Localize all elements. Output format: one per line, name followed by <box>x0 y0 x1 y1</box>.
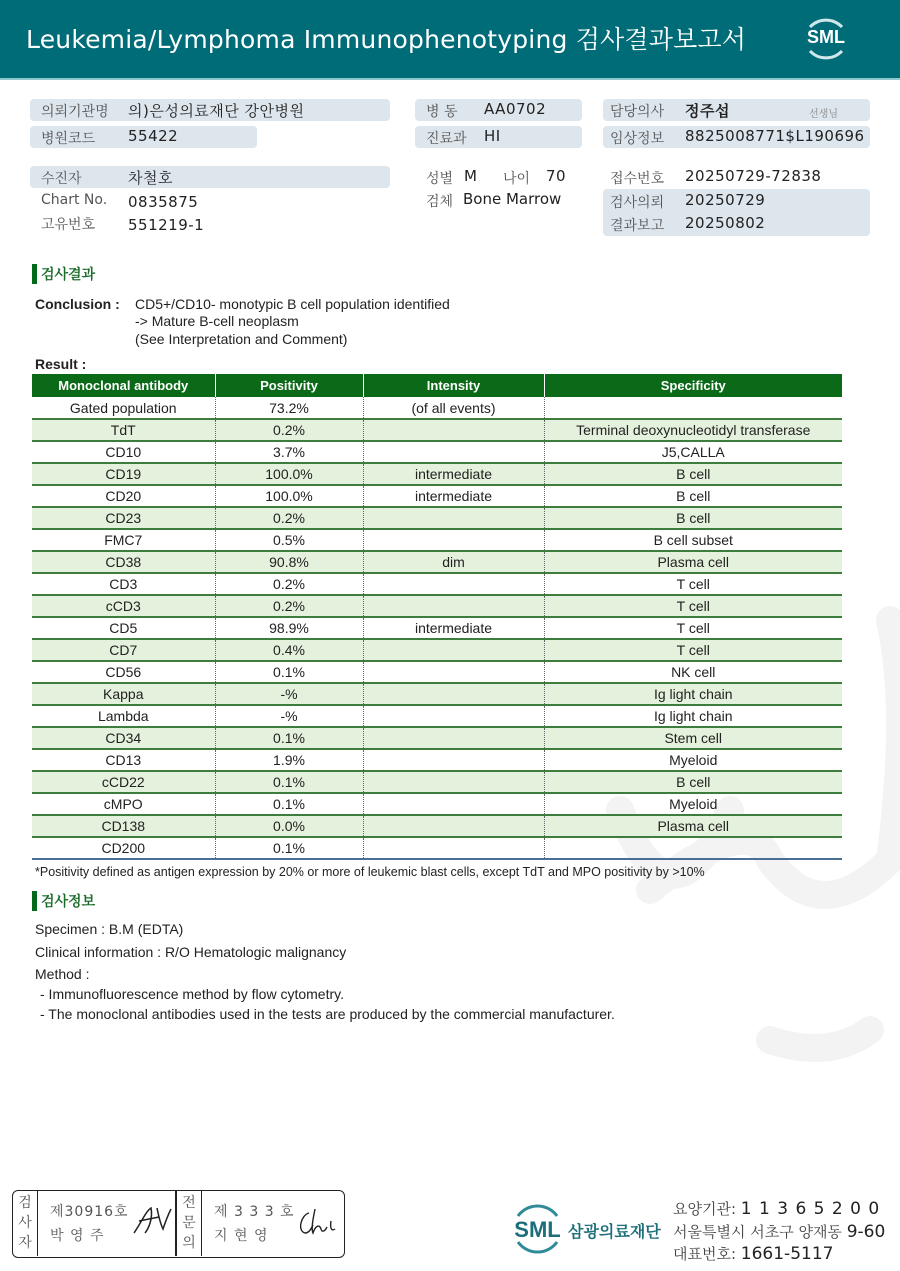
table-row <box>32 529 842 551</box>
report-label: 결과보고 <box>610 218 665 234</box>
intensity-cell: dim <box>363 551 544 573</box>
intensity-cell <box>363 661 544 683</box>
table-row <box>32 705 842 727</box>
intensity-cell: intermediate <box>363 617 544 639</box>
specialist-name: 지 현 영 <box>214 1228 269 1244</box>
ward-label: 병 동 <box>426 104 458 120</box>
results-section-title: 검사결과 <box>41 267 96 283</box>
hospital-code-label: 병원코드 <box>41 131 96 147</box>
intensity-cell <box>363 683 544 705</box>
specimen-info: Specimen : B.M (EDTA) <box>35 921 184 937</box>
antibody-cell: cCD22 <box>32 771 215 793</box>
footer-logo-text: SML <box>514 1217 561 1242</box>
patient-label: 수진자 <box>41 171 82 187</box>
specialist-label-char: 전 <box>182 1195 196 1211</box>
intensity-cell <box>363 639 544 661</box>
specificity-cell: Plasma cell <box>544 815 842 837</box>
tester-label-char: 사 <box>18 1215 32 1231</box>
positivity-cell: 0.1% <box>215 837 363 859</box>
patient-row <box>30 166 390 188</box>
intensity-cell <box>363 573 544 595</box>
tester-license: 제30916호 <box>50 1204 129 1220</box>
specialist-label <box>177 1191 202 1256</box>
positivity-cell: 0.4% <box>215 639 363 661</box>
antibody-cell: CD138 <box>32 815 215 837</box>
clinical-info: Clinical information : R/O Hematologic malignancy <box>35 944 347 960</box>
positivity-cell: 0.2% <box>215 507 363 529</box>
specimen-value: Bone Marrow <box>463 190 562 208</box>
positivity-cell: 1.9% <box>215 749 363 771</box>
ward-value: AA0702 <box>484 100 547 118</box>
specificity-cell: Myeloid <box>544 793 842 815</box>
table-row <box>32 815 842 837</box>
institution-label: 의뢰기관명 <box>41 104 109 120</box>
department-value: HI <box>484 127 501 145</box>
antibody-cell: Kappa <box>32 683 215 705</box>
intensity-cell <box>363 815 544 837</box>
table-row <box>32 573 842 595</box>
specificity-cell: T cell <box>544 595 842 617</box>
antibody-cell: CD5 <box>32 617 215 639</box>
intensity-cell <box>363 529 544 551</box>
footer-phone-value: 1661-5117 <box>740 1244 834 1264</box>
report-value: 20250802 <box>685 214 766 232</box>
specificity-cell: B cell subset <box>544 529 842 551</box>
clinical-info-label: 임상정보 <box>610 131 665 147</box>
column-header-positivity: Positivity <box>215 374 363 397</box>
receipt-value: 20250729-72838 <box>685 167 822 185</box>
unique-label: 고유번호 <box>41 217 96 233</box>
specificity-cell: T cell <box>544 617 842 639</box>
doctor-label: 담당의사 <box>610 104 665 120</box>
report-title: Leukemia/Lymphoma Immunophenotyping 검사결과보고서 <box>26 25 747 54</box>
positivity-cell: 0.2% <box>215 595 363 617</box>
age-label: 나이 <box>503 171 531 187</box>
positivity-cell: 98.9% <box>215 617 363 639</box>
positivity-cell: 0.1% <box>215 793 363 815</box>
footer-address-number: 9-60 <box>846 1222 886 1242</box>
chart-label: Chart No. <box>41 192 108 208</box>
positivity-cell: 0.1% <box>215 727 363 749</box>
table-row <box>32 441 842 463</box>
result-label: Result : <box>35 356 87 372</box>
footer-phone-line <box>673 1243 833 1264</box>
table-row <box>32 617 842 639</box>
tester-signature-icon <box>131 1203 176 1238</box>
positivity-cell: -% <box>215 683 363 705</box>
antibody-cell: CD23 <box>32 507 215 529</box>
specificity-cell: Terminal deoxynucleotidyl transferase <box>544 419 842 441</box>
report-header <box>0 0 900 78</box>
table-row <box>32 727 842 749</box>
table-row <box>32 683 842 705</box>
table-row <box>32 419 842 441</box>
header-divider <box>0 78 900 80</box>
intensity-cell <box>363 705 544 727</box>
request-label: 검사의뢰 <box>610 195 665 211</box>
specificity-cell: T cell <box>544 573 842 595</box>
table-row <box>32 397 842 419</box>
method-line: - The monoclonal antibodies used in the tests are produced by the commercial manufacturer. <box>40 1006 615 1022</box>
intensity-cell <box>363 507 544 529</box>
sex-value: M <box>464 167 478 185</box>
positivity-cell: 3.7% <box>215 441 363 463</box>
antibody-cell: CD19 <box>32 463 215 485</box>
antibody-cell: CD200 <box>32 837 215 859</box>
antibody-cell: FMC7 <box>32 529 215 551</box>
patient-value: 차철호 <box>128 169 173 187</box>
antibody-cell: CD13 <box>32 749 215 771</box>
positivity-cell: 0.1% <box>215 771 363 793</box>
positivity-cell: 100.0% <box>215 485 363 507</box>
method-line: - Immunofluorescence method by flow cytometry. <box>40 986 344 1002</box>
specificity-cell: NK cell <box>544 661 842 683</box>
table-row <box>32 793 842 815</box>
conclusion-label: Conclusion : <box>35 296 120 312</box>
doctor-value: 정주섭 <box>685 102 730 120</box>
intensity-cell <box>363 837 544 859</box>
antibody-cell: Lambda <box>32 705 215 727</box>
specificity-cell <box>544 397 842 419</box>
tester-label-char: 자 <box>18 1235 32 1251</box>
column-header-intensity: Intensity <box>363 374 544 397</box>
footer-code-value: 1 1 3 6 5 2 0 0 <box>740 1199 881 1219</box>
footer-address: 서울특별시 서초구 양재동 <box>673 1223 842 1241</box>
column-header-specificity: Specificity <box>544 374 842 397</box>
table-row <box>32 837 842 859</box>
antibody-cell: TdT <box>32 419 215 441</box>
intensity-cell <box>363 727 544 749</box>
positivity-cell: 0.5% <box>215 529 363 551</box>
table-row <box>32 639 842 661</box>
table-row <box>32 551 842 573</box>
receipt-label: 접수번호 <box>610 171 665 187</box>
conclusion-line: (See Interpretation and Comment) <box>135 331 348 347</box>
footer-logo <box>510 1200 565 1256</box>
footer-code-label: 요양기관: <box>673 1200 737 1218</box>
unique-value: 551219-1 <box>128 216 205 234</box>
clinical-info-value: 8825008771$L190696 <box>685 127 865 145</box>
sex-label: 성별 <box>426 171 454 187</box>
antibody-cell: CD34 <box>32 727 215 749</box>
positivity-cell: 0.0% <box>215 815 363 837</box>
intensity-cell <box>363 595 544 617</box>
specimen-label: 검체 <box>426 194 454 210</box>
antibody-cell: CD56 <box>32 661 215 683</box>
specificity-cell: Ig light chain <box>544 705 842 727</box>
positivity-cell: 100.0% <box>215 463 363 485</box>
specificity-cell: B cell <box>544 507 842 529</box>
antibody-cell: CD20 <box>32 485 215 507</box>
positivity-cell: 0.2% <box>215 573 363 595</box>
tester-label-char: 검 <box>18 1195 32 1211</box>
positivity-footnote: *Positivity defined as antigen expression by 20% or more of leukemic blast cells, except TdT and MPO positivity by >10% <box>35 865 705 879</box>
table-row <box>32 507 842 529</box>
hospital-code-value: 55422 <box>128 127 179 145</box>
tester-name: 박 영 주 <box>50 1228 105 1244</box>
intensity-cell <box>363 749 544 771</box>
sml-logo <box>800 13 852 65</box>
intensity-cell <box>363 441 544 463</box>
section-accent-bar <box>32 891 37 911</box>
conclusion-line: CD5+/CD10- monotypic B cell population identified <box>135 296 450 312</box>
specificity-cell: T cell <box>544 639 842 661</box>
specificity-cell: B cell <box>544 463 842 485</box>
positivity-cell: -% <box>215 705 363 727</box>
footer-phone-label: 대표번호: <box>673 1245 737 1263</box>
antibody-cell: CD3 <box>32 573 215 595</box>
antibody-cell: Gated population <box>32 397 215 419</box>
positivity-cell: 90.8% <box>215 551 363 573</box>
footer-address-line <box>673 1221 885 1242</box>
institution-value: 의)은성의료재단 강안병원 <box>128 102 305 120</box>
age-value: 70 <box>546 167 567 185</box>
test-info-section-title: 검사정보 <box>41 894 96 910</box>
chart-value: 0835875 <box>128 193 199 211</box>
tester-label <box>13 1191 38 1256</box>
antibody-cell: CD7 <box>32 639 215 661</box>
section-accent-bar <box>32 264 37 284</box>
positivity-cell: 0.1% <box>215 661 363 683</box>
antibody-cell: CD10 <box>32 441 215 463</box>
request-value: 20250729 <box>685 191 766 209</box>
department-label: 진료과 <box>426 131 467 147</box>
method-label: Method : <box>35 966 90 982</box>
table-row <box>32 485 842 507</box>
specificity-cell <box>544 837 842 859</box>
sml-logo-text: SML <box>807 27 845 47</box>
table-row <box>32 771 842 793</box>
table-row <box>32 595 842 617</box>
doctor-suffix: 선생님 <box>809 109 838 120</box>
antibody-cell: cCD3 <box>32 595 215 617</box>
positivity-cell: 0.2% <box>215 419 363 441</box>
table-row <box>32 749 842 771</box>
footer-code-line <box>673 1198 880 1219</box>
intensity-cell <box>363 793 544 815</box>
specialist-label-char: 문 <box>182 1215 196 1231</box>
table-row <box>32 463 842 485</box>
conclusion-line: -> Mature B-cell neoplasm <box>135 313 299 329</box>
column-header-antibody: Monoclonal antibody <box>32 374 215 397</box>
specificity-cell: Ig light chain <box>544 683 842 705</box>
specialist-license: 제 3 3 3 호 <box>214 1204 295 1220</box>
table-header-row <box>32 374 842 397</box>
intensity-cell <box>363 771 544 793</box>
intensity-cell: (of all events) <box>363 397 544 419</box>
intensity-cell <box>363 419 544 441</box>
specialist-label-char: 의 <box>182 1235 196 1251</box>
signature-box <box>12 1190 345 1258</box>
specificity-cell: Myeloid <box>544 749 842 771</box>
positivity-cell: 73.2% <box>215 397 363 419</box>
specialist-signature-icon <box>295 1207 340 1239</box>
specificity-cell: Stem cell <box>544 727 842 749</box>
specificity-cell: J5,CALLA <box>544 441 842 463</box>
antibody-cell: cMPO <box>32 793 215 815</box>
specificity-cell: Plasma cell <box>544 551 842 573</box>
intensity-cell: intermediate <box>363 485 544 507</box>
specificity-cell: B cell <box>544 771 842 793</box>
specificity-cell: B cell <box>544 485 842 507</box>
table-row <box>32 661 842 683</box>
intensity-cell: intermediate <box>363 463 544 485</box>
results-table <box>32 374 842 860</box>
footer-org-name: 삼광의료재단 <box>568 1222 661 1241</box>
antibody-cell: CD38 <box>32 551 215 573</box>
